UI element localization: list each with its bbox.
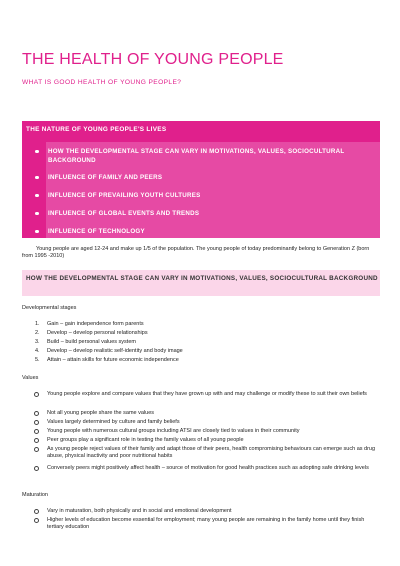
circle-bullet-icon	[34, 466, 39, 471]
numbered-item: 5. Attain – attain skills for future economic independence	[35, 357, 179, 363]
maturation-label: Maturation	[22, 492, 48, 498]
bullet-icon	[35, 176, 39, 180]
circle-bullet-icon	[34, 518, 39, 523]
values-item: As young people reject values of their family and adapt those of their peers, health compromising behaviours can emerge such as drug abuse, physical inactivity and poor nutritional habits	[47, 446, 377, 460]
values-item: Values largely determined by culture and family beliefs	[47, 419, 377, 426]
values-item: Conversely peers might positively affect health – source of motivation for good health practices such as adopting safe drinking levels	[47, 465, 377, 472]
bullet-icon	[35, 150, 39, 154]
circle-bullet-icon	[34, 509, 39, 514]
circle-bullet-icon	[34, 392, 39, 397]
developmental-label: Developmental stages	[22, 305, 77, 311]
nature-item: INFLUENCE OF TECHNOLOGY	[48, 227, 368, 236]
page-title: THE HEALTH OF YOUNG PEOPLE	[22, 51, 284, 68]
numbered-item: 2. Develop – develop personal relationships	[35, 330, 148, 336]
values-item: Young people explore and compare values that they have grown up with and may challenge or modify these to suit their own beliefs	[47, 391, 377, 398]
numbered-item: 1. Gain – gain independence form parents	[35, 321, 144, 327]
nature-item: HOW THE DEVELOPMENTAL STAGE CAN VARY IN MOTIVATIONS, VALUES, SOCIOCULTURAL BACKGROUND	[48, 147, 368, 165]
circle-bullet-icon	[34, 438, 39, 443]
maturation-item: Higher levels of education become essential for employment; many young people are remaining in the family home until they finish tertiary education	[47, 517, 377, 531]
page-subtitle: WHAT IS GOOD HEALTH OF YOUNG PEOPLE?	[22, 79, 182, 86]
nature-item: INFLUENCE OF FAMILY AND PEERS	[48, 173, 368, 182]
nature-box-heading: THE NATURE OF YOUNG PEOPLE'S LIVES	[26, 126, 167, 133]
bullet-icon	[35, 230, 39, 234]
values-label: Values	[22, 375, 39, 381]
nature-item: INFLUENCE OF GLOBAL EVENTS AND TRENDS	[48, 209, 368, 218]
circle-bullet-icon	[34, 447, 39, 452]
circle-bullet-icon	[34, 429, 39, 434]
values-item: Peer groups play a significant role in testing the family values of all young people	[47, 437, 377, 444]
values-item: Not all young people share the same values	[47, 410, 377, 417]
circle-bullet-icon	[34, 420, 39, 425]
circle-bullet-icon	[34, 411, 39, 416]
intro-paragraph: Young people are aged 12-24 and make up 1/5 of the population. The young people of today predominantly belong to Generation Z (born from 1995 -2010)	[22, 246, 370, 260]
bullet-icon	[35, 194, 39, 198]
numbered-item: 3. Build – build personal values system	[35, 339, 136, 345]
maturation-item: Vary in maturation, both physically and in social and emotional development	[47, 508, 377, 515]
values-item: Young people with numerous cultural groups including ATSI are closely tied to values in their community	[47, 428, 377, 435]
nature-item: INFLUENCE OF PREVAILING YOUTH CULTURES	[48, 191, 368, 200]
section-heading-band	[22, 270, 380, 296]
section-heading: HOW THE DEVELOPMENTAL STAGE CAN VARY IN MOTIVATIONS, VALUES, SOCIOCULTURAL BACKGROUND	[26, 275, 378, 282]
bullet-icon	[35, 212, 39, 216]
numbered-item: 4. Develop – develop realistic self-identity and body image	[35, 348, 183, 354]
